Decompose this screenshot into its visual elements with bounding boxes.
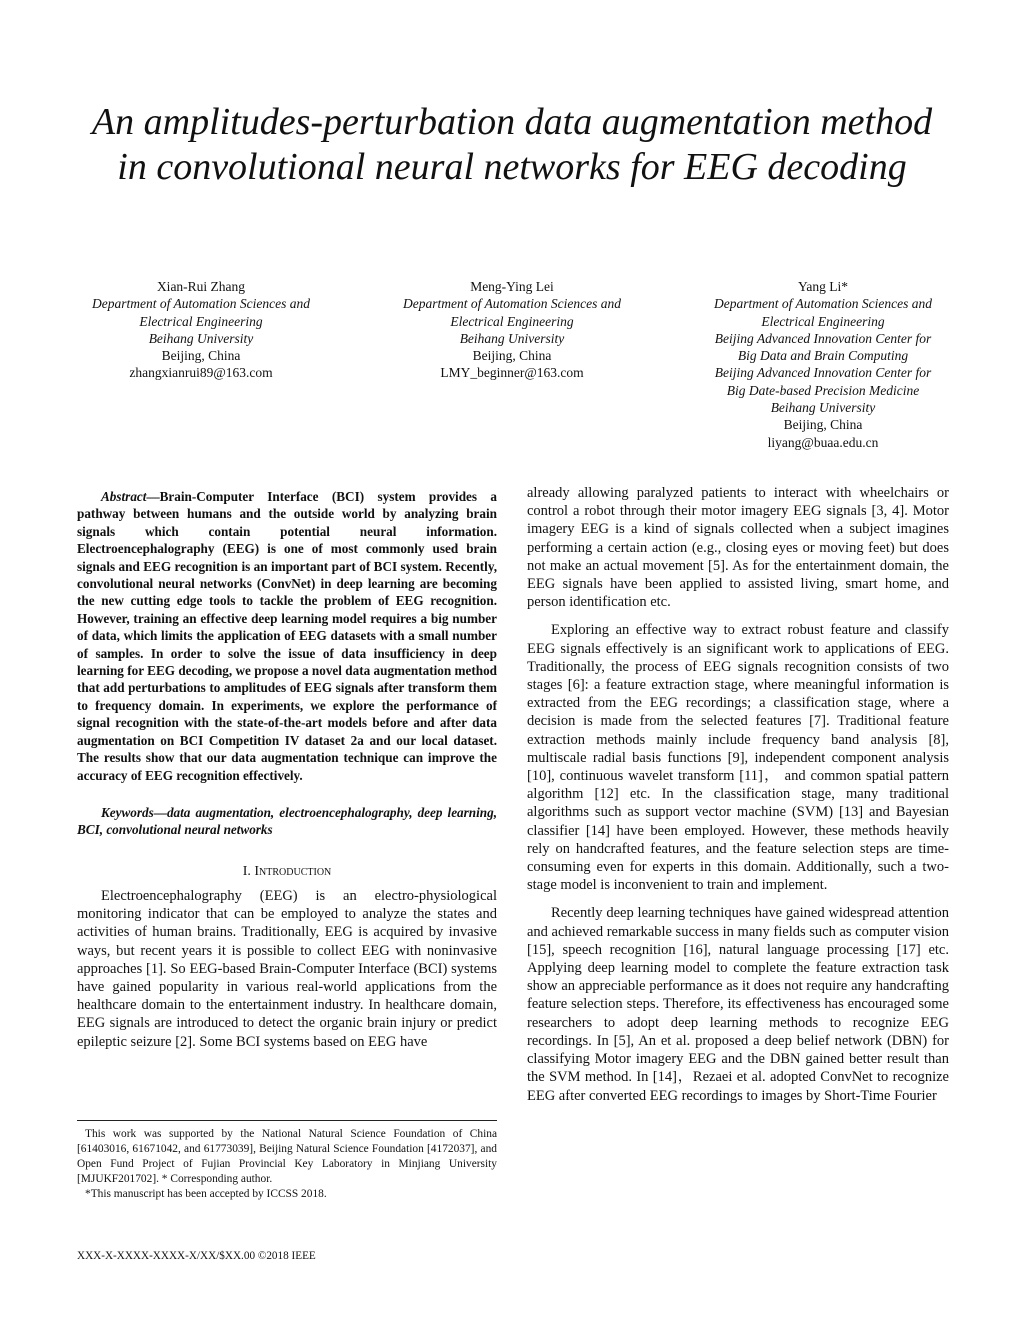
copyright-line: XXX-X-XXXX-XXXX-X/XX/$XX.00 ©2018 IEEE <box>77 1250 316 1262</box>
abstract-label: Abstract <box>101 489 147 504</box>
paper-title: An amplitudes-perturbation data augmentation method in convolutional neural networks for EEG decoding <box>91 101 933 188</box>
author-email: LMY_beginner@163.com <box>440 365 584 381</box>
acceptance-footnote: *This manuscript has been accepted by ICCSS 2018. <box>85 1188 327 1200</box>
section-title: Introduction <box>254 863 332 879</box>
author-affiliation: Beijing Advanced Innovation Center for <box>714 330 932 346</box>
author-affiliation: Electrical Engineering <box>139 313 263 329</box>
author-block-2 <box>383 278 641 382</box>
author-affiliation: Beihang University <box>770 400 876 416</box>
author-location: Beijing, China <box>472 348 552 364</box>
intro-paragraph-1: Electroencephalography (EEG) is an electro-physiological monitoring indicator that can be employed to analyze the states and activities of human brains. Traditionally, EEG is acquired by invasive ways, but recent years it is possible to collect EEG with noninvasive approaches [1]. So EEG-based Brain-Computer Interface (BCI) systems have gained popularity in various real-world applications from the healthcare domain to the entertainment industry. In healthcare domain, EEG signals are introduced to detect the organic brain injury or predict epileptic seizure [2]. Some BCI systems based on EEG have <box>77 887 497 1050</box>
author-location: Beijing, China <box>161 348 241 364</box>
author-affiliation: Beihang University <box>148 330 254 346</box>
author-email: zhangxianrui89@163.com <box>129 365 273 381</box>
author-affiliation: Beihang University <box>459 330 565 346</box>
section-number: I. <box>242 863 251 879</box>
author-location: Beijing, China <box>783 417 863 433</box>
author-affiliation: Electrical Engineering <box>450 313 574 329</box>
author-affiliation: Electrical Engineering <box>761 313 885 329</box>
intro-paragraph-3: Exploring an effective way to extract robust feature and classify EEG signals effectively is an significant work to applications of EEG. Traditionally, the process of EEG signals recognition consists of two stages [6]: a feature extraction stage, where meaningful information is extracted from the EEG recordings; a classification stage, where a decision is made from the selected features [7]. Traditional feature extraction methods mainly include frequency band analysis [8], multiscale radial basis functions [9], independent component analysis [10], continuous wavelet transform [11]， and common spatial pattern algorithm [12] etc. In the classification stage, many traditional algorithms such as support vector machine (SVM) [13] and Bayesian classifier [14] have been employed. However, these methods heavily rely on handcrafted features, and the feature selection steps are time-consuming even for experts in this domain. Additionally, such a two-stage model is inconvenient to train and implement. <box>527 622 949 894</box>
author-affiliation: Department of Automation Sciences and <box>403 296 621 312</box>
keywords-text: data augmentation, electroencephalography, deep learning, BCI, convolutional neural networks <box>77 804 497 838</box>
author-name: Yang Li* <box>797 279 848 294</box>
keywords <box>77 804 497 839</box>
author-name: Xian-Rui Zhang <box>156 279 246 294</box>
footnotes <box>77 1127 497 1202</box>
author-affiliation: Big Data and Brain Computing <box>737 348 909 364</box>
section-heading-introduction <box>77 863 497 881</box>
author-affiliation: Beijing Advanced Innovation Center for <box>714 365 932 381</box>
funding-footnote: This work was supported by the National Natural Science Foundation of China [61403016, 61671042, and 61773039], Beijing Natural Science Foundation [4172037], and Open Fund Project of Fujian Provincial Key Laboratory in Minjiang University [MJUKF201702]. * Corresponding author. <box>77 1128 497 1185</box>
keywords-label: Keywords <box>101 804 154 820</box>
author-affiliation: Department of Automation Sciences and <box>92 296 310 312</box>
author-email: liyang@buaa.edu.cn <box>767 434 879 450</box>
abstract-dash: — <box>146 489 160 504</box>
abstract-text: Brain-Computer Interface (BCI) system provides a pathway between humans and the outside world by analyzing brain signals which contain potential neural information. Electroencephalography (EEG) is one of most commonly used brain signals and EEG recognition is an important part of BCI system. Recently, convolutional neural networks (ConvNet) in deep learning are becoming the new cutting edge tools to tackle the problem of EEG recognition. However, training an effective deep learning model requires a big number of data, which limits the application of EEG datasets with a small number of samples. In order to solve the issue of data insufficiency in deep learning for EEG decoding, we propose a novel data augmentation method that add perturbations to amplitudes of EEG signals after transform them to frequency domain. In experiments, we explore the performance of signal recognition with the state-of-the-art models before and after data augmentation on BCI Competition IV dataset 2a and our local dataset. The results show that our data augmentation technique can improve the accuracy of EEG recognition effectively. <box>77 489 497 783</box>
author-name: Meng-Ying Lei <box>470 279 554 294</box>
abstract <box>77 488 497 784</box>
footnote-rule <box>77 1120 497 1121</box>
intro-paragraph-2: already allowing paralyzed patients to interact with wheelchairs or control a robot through their motor imagery EEG signals [3, 4]. Motor imagery EEG is a kind of signals collected when a subject imagines performing a certain action (e.g., closing eyes or moving feet) but does not make an actual movement [5]. As for the entertainment domain, the EEG signals have been applied to assisted living, smart home, and person identification etc. <box>527 485 949 611</box>
author-affiliation: Department of Automation Sciences and <box>714 296 932 312</box>
right-column <box>527 484 949 1115</box>
author-affiliation: Big Date-based Precision Medicine <box>726 382 920 398</box>
author-block-1 <box>72 278 330 382</box>
keywords-dash: — <box>153 804 167 820</box>
intro-paragraph-4: Recently deep learning techniques have gained widespread attention and achieved remarkable success in many fields such as computer vision [15], speech recognition [16], natural language processing [17] etc. Applying deep learning model to complete the feature extraction task show an appreciable performance as it does not require any handcrafting feature selection steps. Therefore, its effectiveness has encouraged some researchers to adopt deep learning methods to recognize EEG recordings. In [5], An et al. proposed a deep belief network (DBN) for classifying Motor imagery EEG and the DBN gained better result than the SVM method. In [14]，Rezaei et al. adopted ConvNet to recognize EEG after converted EEG recordings to images by Short-Time Fourier <box>527 905 949 1104</box>
left-column <box>77 488 497 1061</box>
author-block-3 <box>694 278 952 451</box>
